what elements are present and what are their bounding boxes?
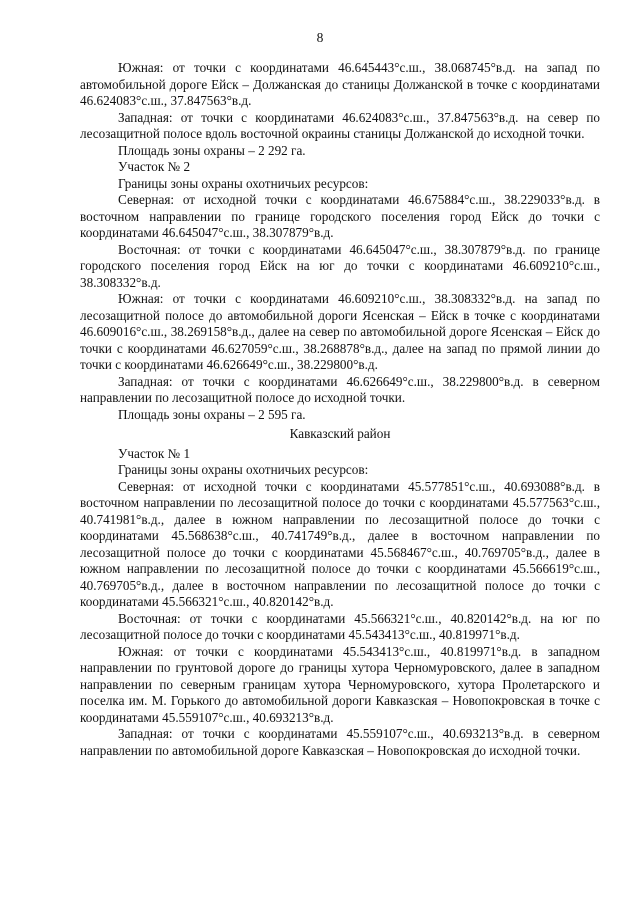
paragraph-east-boundary: Восточная: от точки с координатами 46.645047°с.ш., 38.307879°в.д. по границе городского поселения город Ейск на юг до точки с координатами 46.609210°с.ш., 38.308332°в.д. bbox=[80, 241, 600, 290]
section-heading-plot-1: Участок № 1 bbox=[118, 445, 191, 461]
paragraph-boundaries-intro: Границы зоны охраны охотничьих ресурсов: bbox=[118, 175, 369, 191]
page-number: 8 bbox=[316, 30, 324, 45]
section-heading-plot-2: Участок № 2 bbox=[118, 159, 191, 174]
paragraph-south-boundary: Южная: от точки с координатами 46.645443°с.ш., 38.068745°в.д. на запад по автомобильной дороге Ейск – Должанская до станицы Должанской в точке с координатами 46.624083°с.ш., 37.847563°в.д. bbox=[80, 60, 600, 108]
paragraph-south-boundary: Южная: от точки с координатами 46.609210°с.ш., 38.308332°в.д. на запад по лесозащитной полосе до автомобильной дороги Ясенская – Ейск в точке с координатами 46.609016°с.ш., 38.269158°в.д., далее на север по автомобильной дороге Ясенская – Ейск до точки с координатами 46.627059°с.ш., 38.268878°в.д., далее на запад по прямой линии до точки с координатами 46.626649°с.ш., 38.229800°в.д. bbox=[80, 291, 600, 372]
paragraph-south-boundary: Южная: от точки с координатами 45.543413°с.ш., 40.819971°в.д. в западном направлении по грунтовой дороге до границы хутора Черномуровского, далее в западном направлении по северным границам хутора Черномуровского, хутора Пролетарского и поселка им. М. Горького до автомобильной дороги Кавказская – Новопокровская в точке с координатами 45.559107°с.ш., 40.693213°в.д. bbox=[80, 643, 600, 725]
paragraph-area: Площадь зоны охраны – 2 292 га. bbox=[118, 142, 306, 158]
document-body bbox=[80, 60, 600, 759]
paragraph-east-boundary: Восточная: от точки с координатами 45.566321°с.ш., 40.820142°в.д. на юг по лесозащитной полосе до точки с координатами 45.543413°с.ш., 40.819971°в.д. bbox=[80, 610, 600, 642]
paragraph-west-boundary: Западная: от точки с координатами 46.626649°с.ш., 38.229800°в.д. в северном направлении по лесозащитной полосе до исходной точки. bbox=[80, 373, 600, 405]
paragraph-boundaries-intro: Границы зоны охраны охотничьих ресурсов: bbox=[118, 462, 369, 477]
paragraph-west-boundary: Западная: от точки с координатами 46.624083°с.ш., 37.847563°в.д. на север по лесозащитной полосе вдоль восточной окраины станицы Должанской до исходной точки. bbox=[80, 109, 600, 141]
paragraph-area: Площадь зоны охраны – 2 595 га. bbox=[118, 406, 306, 422]
paragraph-north-boundary: Северная: от исходной точки с координатами 46.675884°с.ш., 38.229033°в.д. в восточном направлении по границе городского поселения город Ейск до точки с координатами 46.645047°с.ш., 38.307879°в.д. bbox=[80, 192, 600, 240]
paragraph-north-boundary: Северная: от исходной точки с координатами 45.577851°с.ш., 40.693088°в.д. в восточном направлении по лесозащитной полосе до точки с координатами 45.577563°с.ш., 40.741981°в.д., далее в южном направлении по лесозащитной полосе до точки с координатами 45.568638°с.ш., 40.741749°в.д., далее в восточном направлении по лесозащитной полосе до точки с координатами 45.568467°с.ш., 40.769705°в.д., далее в южном направлении по лесозащитной полосе до точки с координатами 45.566619°с.ш., 40.769705°в.д., далее в восточном направлении по лесозащитной полосе до точки с координатами 45.566321°с.ш., 40.820142°в.д. bbox=[80, 478, 600, 609]
district-heading: Кавказский район bbox=[289, 426, 391, 441]
paragraph-west-boundary: Западная: от точки с координатами 45.559107°с.ш., 40.693213°в.д. в северном направлении по автомобильной дороге Кавказская – Новопокровская до исходной точки. bbox=[80, 726, 600, 758]
